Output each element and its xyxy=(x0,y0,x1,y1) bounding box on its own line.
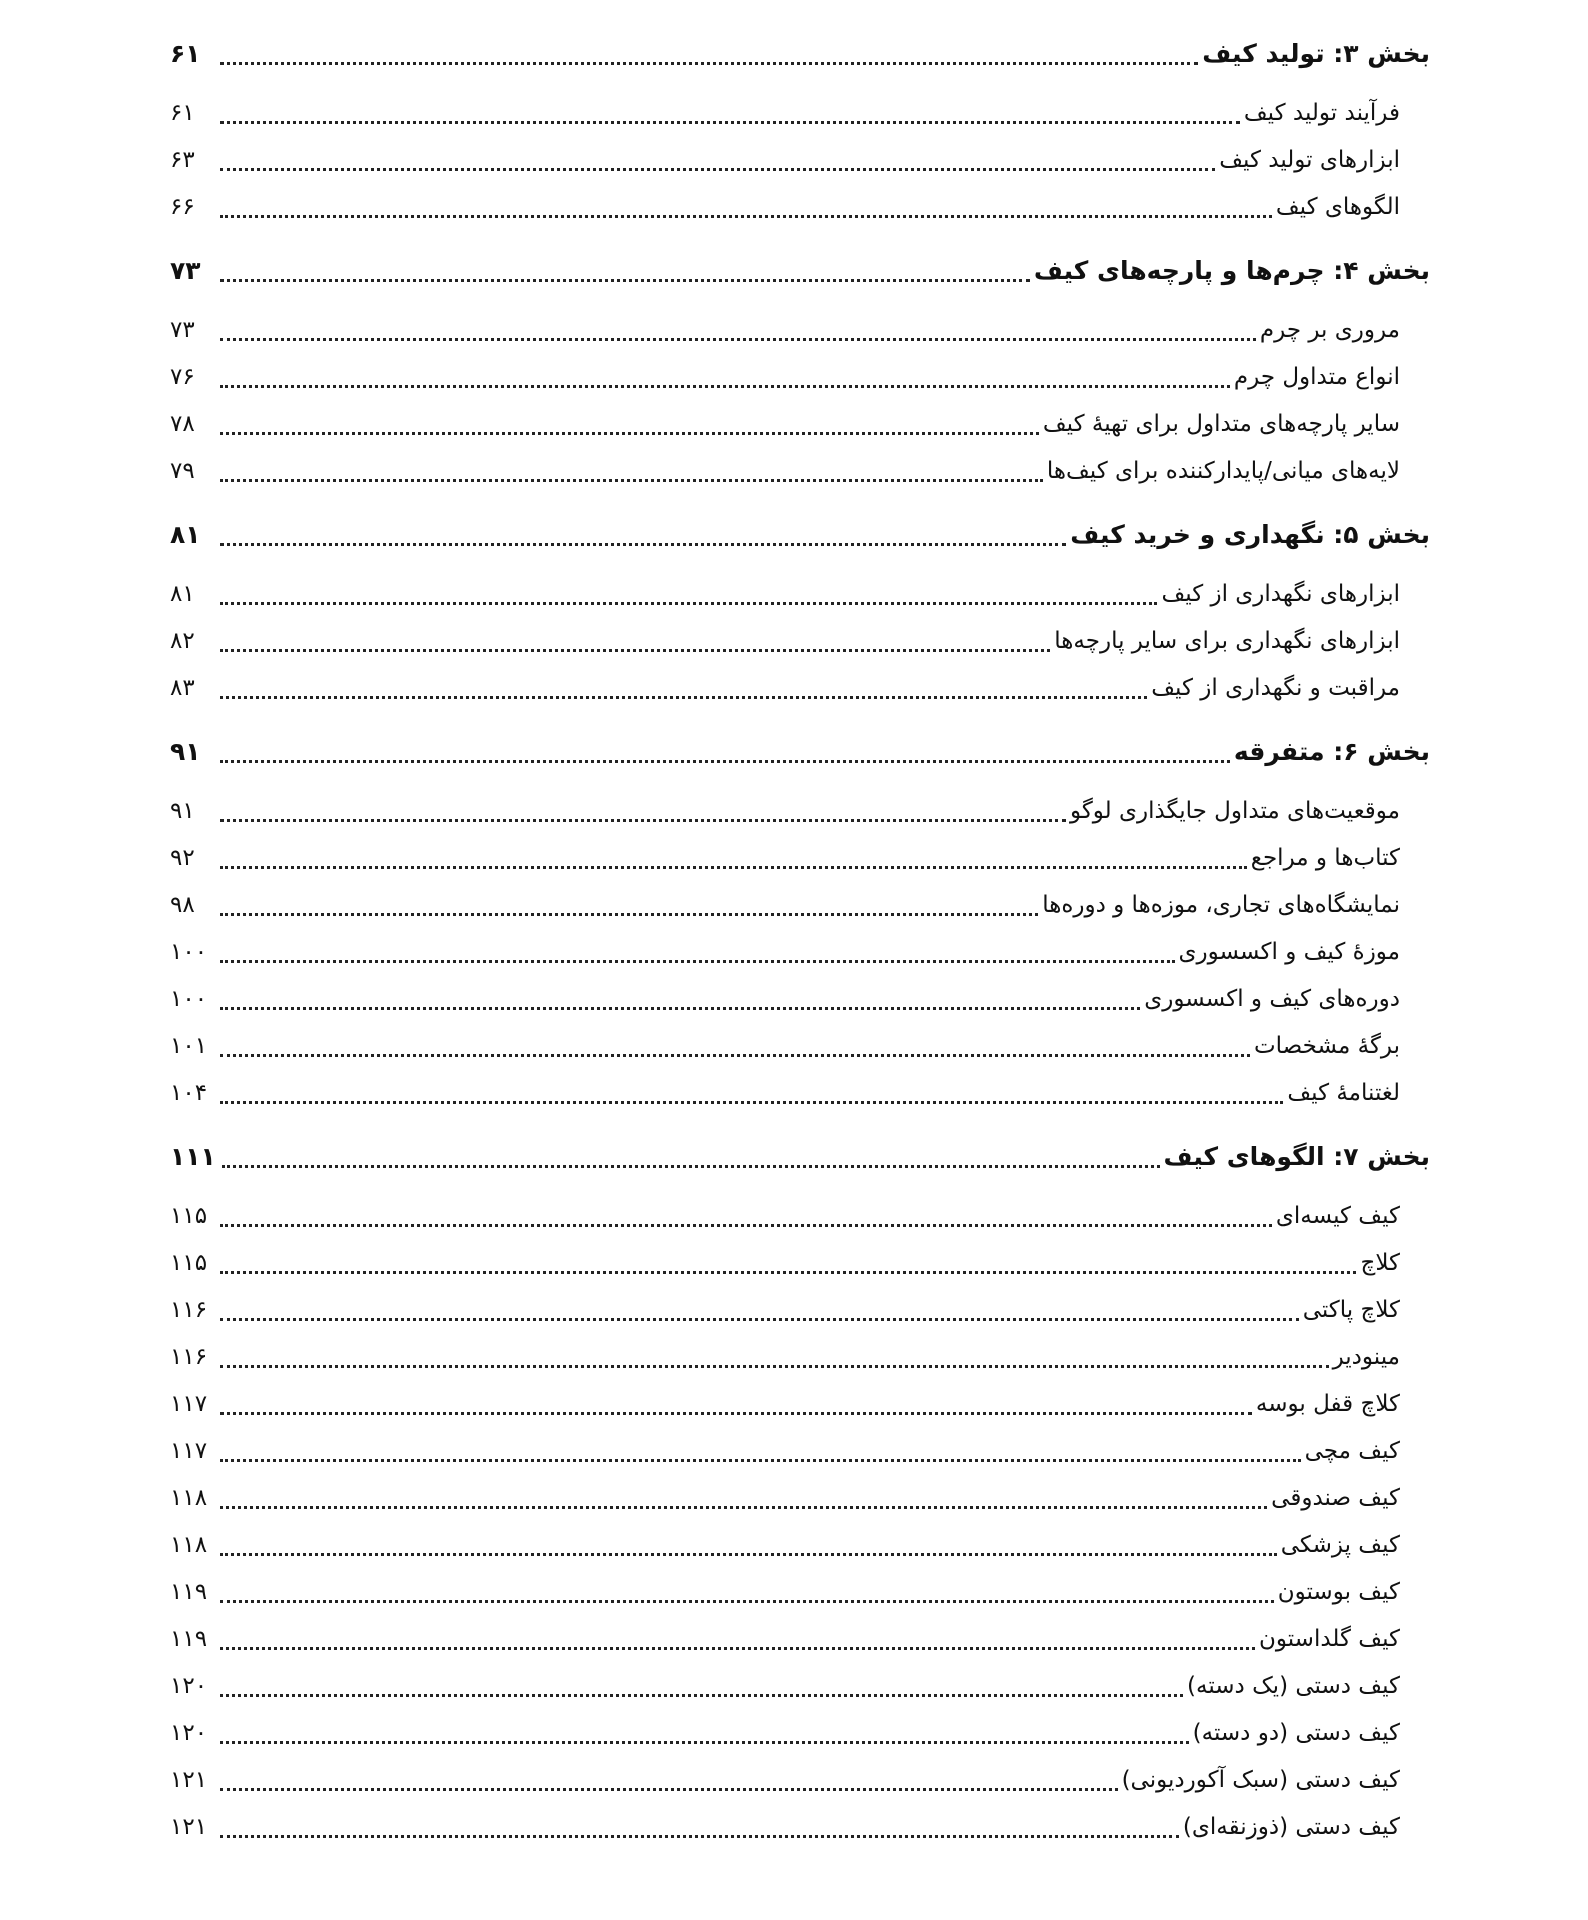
entry-page-number: ۸۱ xyxy=(170,581,195,607)
dot-leader xyxy=(220,1412,1252,1415)
entry-title: دوره‌های کیف و اکسسوری xyxy=(1144,986,1400,1012)
section-title: بخش ۷: الگوهای کیف xyxy=(1163,1142,1430,1171)
dot-leader xyxy=(220,960,1175,963)
dot-leader xyxy=(220,1694,1183,1697)
toc-entry[interactable] xyxy=(170,929,1430,976)
section-title: بخش ۶: متفرقه xyxy=(1233,737,1430,766)
toc-section-heading[interactable] xyxy=(170,1131,1430,1183)
entry-page-number: ۱۰۰ xyxy=(170,939,208,965)
dot-leader xyxy=(220,215,1272,218)
dot-leader xyxy=(220,1365,1329,1368)
dot-leader xyxy=(220,338,1256,341)
entry-page-number: ۱۱۸ xyxy=(170,1485,208,1511)
dot-leader xyxy=(220,1318,1299,1321)
dot-leader xyxy=(220,543,1066,546)
entry-title: الگوهای کیف xyxy=(1275,194,1400,220)
entry-page-number: ۹۱ xyxy=(170,798,195,824)
entry-page-number: ۸۲ xyxy=(170,628,195,654)
section-title: بخش ۵: نگهداری و خرید کیف xyxy=(1070,520,1430,549)
toc-section xyxy=(170,726,1430,1117)
entry-page-number: ۱۱۶ xyxy=(170,1297,208,1323)
entry-page-number: ۸۳ xyxy=(170,675,195,701)
dot-leader xyxy=(220,1788,1118,1791)
entry-title: کیف دستی (دو دسته) xyxy=(1192,1720,1400,1746)
entry-page-number: ۱۲۱ xyxy=(170,1767,208,1793)
entry-title: انواع متداول چرم xyxy=(1233,364,1400,390)
entry-page-number: ۶۱ xyxy=(170,100,195,126)
dot-leader xyxy=(220,760,1230,763)
entry-title: نمایشگاه‌های تجاری، موزه‌ها و دوره‌ها xyxy=(1042,892,1400,918)
entry-page-number: ۶۶ xyxy=(170,194,195,220)
dot-leader xyxy=(220,649,1050,652)
dot-leader xyxy=(220,432,1039,435)
dot-leader xyxy=(220,279,1030,282)
entry-title: سایر پارچه‌های متداول برای تهیهٔ کیف xyxy=(1042,411,1400,437)
dot-leader xyxy=(220,1553,1277,1556)
entry-title: کیف بوستون xyxy=(1277,1579,1400,1605)
dot-leader xyxy=(220,62,1198,65)
dot-leader xyxy=(220,1647,1255,1650)
toc-entry[interactable] xyxy=(170,1475,1430,1522)
section-page-number: ۱۱۱ xyxy=(170,1142,216,1171)
entry-title: مروری بر چرم xyxy=(1259,317,1400,343)
toc-entry[interactable] xyxy=(170,307,1430,354)
section-page-number: ۹۱ xyxy=(170,737,201,766)
toc-entry[interactable] xyxy=(170,1616,1430,1663)
toc-section xyxy=(170,1131,1430,1851)
entry-page-number: ۱۱۵ xyxy=(170,1203,208,1229)
dot-leader xyxy=(220,121,1240,124)
toc-entry[interactable] xyxy=(170,184,1430,231)
toc-section xyxy=(170,509,1430,712)
toc-entry[interactable] xyxy=(170,90,1430,137)
toc-entry[interactable] xyxy=(170,882,1430,929)
entry-title: کتاب‌ها و مراجع xyxy=(1250,845,1400,871)
toc-entry[interactable] xyxy=(170,976,1430,1023)
toc-entry[interactable] xyxy=(170,354,1430,401)
toc-entry[interactable] xyxy=(170,1522,1430,1569)
toc-entry[interactable] xyxy=(170,1757,1430,1804)
entry-title: کلاچ قفل بوسه xyxy=(1255,1391,1400,1417)
toc-entry[interactable] xyxy=(170,1023,1430,1070)
entry-title: کیف دستی (یک دسته) xyxy=(1187,1673,1400,1699)
entry-title: لغتنامهٔ کیف xyxy=(1287,1080,1400,1106)
entry-title: مینودیر xyxy=(1332,1344,1400,1370)
toc-entry[interactable] xyxy=(170,571,1430,618)
entry-page-number: ۷۹ xyxy=(170,458,195,484)
entry-page-number: ۱۲۰ xyxy=(170,1673,208,1699)
toc-entry[interactable] xyxy=(170,1710,1430,1757)
entry-page-number: ۱۱۶ xyxy=(170,1344,208,1370)
entry-page-number: ۱۱۸ xyxy=(170,1532,208,1558)
entry-title: کیف کیسه‌ای xyxy=(1275,1203,1400,1229)
entry-title: موقعیت‌های متداول جایگذاری لوگو xyxy=(1069,798,1400,824)
table-of-contents xyxy=(170,28,1430,1851)
entry-title: کیف مچی xyxy=(1304,1438,1400,1464)
toc-section-heading[interactable] xyxy=(170,245,1430,297)
toc-entry[interactable] xyxy=(170,788,1430,835)
toc-entry[interactable] xyxy=(170,1428,1430,1475)
dot-leader xyxy=(220,168,1215,171)
entry-page-number: ۱۲۱ xyxy=(170,1814,208,1840)
entry-title: کلاچ xyxy=(1360,1250,1400,1276)
entry-title: ابزارهای نگهداری از کیف xyxy=(1161,581,1400,607)
section-title: بخش ۳: تولید کیف xyxy=(1202,39,1430,68)
toc-entry[interactable] xyxy=(170,1287,1430,1334)
dot-leader xyxy=(220,1271,1356,1274)
dot-leader xyxy=(220,1741,1189,1744)
toc-entry[interactable] xyxy=(170,1240,1430,1287)
toc-entry[interactable] xyxy=(170,618,1430,665)
toc-entry[interactable] xyxy=(170,448,1430,495)
dot-leader xyxy=(220,385,1230,388)
entry-title: مراقبت و نگهداری از کیف xyxy=(1151,675,1400,701)
section-page-number: ۶۱ xyxy=(170,39,201,68)
entry-title: کیف دستی (سبک آکوردیونی) xyxy=(1121,1767,1400,1793)
entry-page-number: ۱۱۹ xyxy=(170,1579,208,1605)
entry-title: فرآیند تولید کیف xyxy=(1243,100,1400,126)
entry-title: کلاچ پاکتی xyxy=(1302,1297,1400,1323)
entry-title: ابزارهای تولید کیف xyxy=(1219,147,1400,173)
entry-page-number: ۷۸ xyxy=(170,411,195,437)
section-page-number: ۷۳ xyxy=(170,256,201,285)
entry-title: برگهٔ مشخصات xyxy=(1254,1033,1400,1059)
toc-entry[interactable] xyxy=(170,1804,1430,1851)
toc-entry[interactable] xyxy=(170,1663,1430,1710)
section-page-number: ۸۱ xyxy=(170,520,201,549)
toc-entry[interactable] xyxy=(170,1381,1430,1428)
dot-leader xyxy=(220,1459,1301,1462)
toc-entry[interactable] xyxy=(170,1070,1430,1117)
entry-page-number: ۹۸ xyxy=(170,892,195,918)
entry-page-number: ۱۲۰ xyxy=(170,1720,208,1746)
toc-entry[interactable] xyxy=(170,401,1430,448)
dot-leader xyxy=(220,819,1066,822)
dot-leader xyxy=(220,913,1038,916)
entry-title: ابزارهای نگهداری برای سایر پارچه‌ها xyxy=(1054,628,1400,654)
entry-title: موزهٔ کیف و اکسسوری xyxy=(1178,939,1400,965)
dot-leader xyxy=(220,1224,1272,1227)
toc-section-heading[interactable] xyxy=(170,28,1430,80)
toc-section-heading[interactable] xyxy=(170,726,1430,778)
entry-title: کیف پزشکی xyxy=(1280,1532,1400,1558)
entry-page-number: ۹۲ xyxy=(170,845,195,871)
toc-entry[interactable] xyxy=(170,665,1430,712)
dot-leader xyxy=(222,1165,1160,1168)
dot-leader xyxy=(220,602,1157,605)
toc-entry[interactable] xyxy=(170,835,1430,882)
entry-page-number: ۱۰۴ xyxy=(170,1080,208,1106)
dot-leader xyxy=(220,1007,1140,1010)
dot-leader xyxy=(220,1054,1250,1057)
entry-page-number: ۱۱۹ xyxy=(170,1626,208,1652)
toc-entry[interactable] xyxy=(170,1334,1430,1381)
toc-entry[interactable] xyxy=(170,137,1430,184)
entry-title: لایه‌های میانی/پایدارکننده برای کیف‌ها xyxy=(1046,458,1400,484)
section-title: بخش ۴: چرم‌ها و پارچه‌های کیف xyxy=(1033,256,1430,285)
toc-section-heading[interactable] xyxy=(170,509,1430,561)
entry-page-number: ۱۰۱ xyxy=(170,1033,208,1059)
toc-entry[interactable] xyxy=(170,1193,1430,1240)
entry-title: کیف صندوقی xyxy=(1271,1485,1400,1511)
dot-leader xyxy=(220,696,1147,699)
dot-leader xyxy=(220,1835,1179,1838)
entry-page-number: ۷۶ xyxy=(170,364,195,390)
dot-leader xyxy=(220,1600,1274,1603)
entry-page-number: ۱۰۰ xyxy=(170,986,208,1012)
entry-page-number: ۱۱۷ xyxy=(170,1438,208,1464)
dot-leader xyxy=(220,866,1247,869)
entry-title: کیف گلداستون xyxy=(1258,1626,1400,1652)
dot-leader xyxy=(220,1101,1283,1104)
entry-page-number: ۶۳ xyxy=(170,147,195,173)
entry-page-number: ۷۳ xyxy=(170,317,195,343)
entry-page-number: ۱۱۵ xyxy=(170,1250,208,1276)
toc-entry[interactable] xyxy=(170,1569,1430,1616)
toc-section xyxy=(170,245,1430,495)
entry-page-number: ۱۱۷ xyxy=(170,1391,208,1417)
toc-section xyxy=(170,28,1430,231)
dot-leader xyxy=(220,479,1043,482)
dot-leader xyxy=(220,1506,1267,1509)
entry-title: کیف دستی (ذوزنقه‌ای) xyxy=(1182,1814,1400,1840)
